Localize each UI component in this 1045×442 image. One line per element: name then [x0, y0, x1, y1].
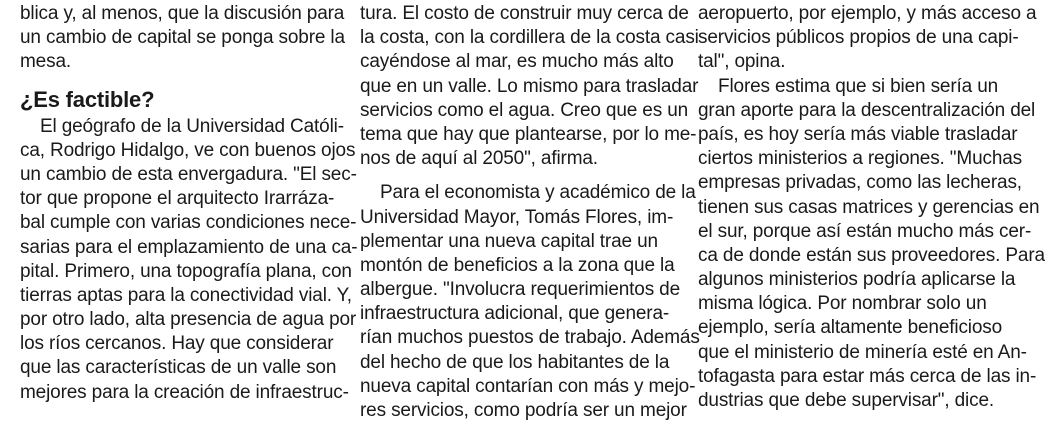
text-line: el sur, porque así están mucho más cer- [698, 220, 1032, 242]
article-column-1 [20, 2, 358, 405]
text-line: un cambio de esta envergadura. "El sec- [20, 163, 357, 185]
text-line: res servicios, como podría ser un mejor [360, 400, 687, 421]
text-line: tema que hay que plantearse, por lo me- [360, 123, 697, 145]
text-line: tura. El costo de construir muy cerca de [360, 3, 689, 24]
text-line: ejemplo, sería altamente beneficioso [698, 317, 1003, 339]
text-line: gran aporte para la descentralización del [698, 99, 1036, 121]
text-line: tofagasta para estar más cerca de las in- [698, 365, 1037, 387]
text-line: aeropuerto, por ejemplo, y más acceso a [698, 3, 1037, 24]
text-line: servicios públicos propios de una capi- [698, 27, 1019, 49]
text-line: tienen sus casas matrices y gerencias en [698, 196, 1040, 218]
section-gap [20, 75, 330, 87]
text-line: plementar una nueva capital trae un [360, 230, 658, 252]
article-column-2 [360, 2, 700, 423]
text-line: dustrias que debe supervisar", dice. [698, 390, 995, 411]
paragraph-gap [360, 171, 670, 181]
text-line: Universidad Mayor, Tomás Flores, im- [360, 206, 674, 228]
text-line: por otro lado, alta presencia de agua por [20, 309, 357, 331]
text-line: mejores para la creación de infraestruc- [20, 381, 349, 403]
text-line: la costa, con la cordillera de la costa casi [360, 27, 699, 49]
text-line: que el ministerio de minería esté en An- [698, 341, 1027, 363]
text-line: que las características de un valle son [20, 357, 337, 379]
text-line: ciertos ministerios a regiones. "Muchas [698, 148, 1023, 170]
text-line: empresas privadas, como las lecheras, [698, 172, 1022, 194]
text-line: nos de aquí al 2050", afirma. [360, 148, 598, 170]
text-line: rían muchos puestos de trabajo. Además [360, 327, 700, 349]
text-line: nueva capital contarían con más y mejo- [360, 375, 696, 397]
text-line: que en un valle. Lo mismo para trasladar [360, 75, 699, 97]
text-line: pital. Primero, una topografía plana, con [20, 260, 352, 282]
text-line: los ríos cercanos. Hay que considerar [20, 333, 334, 355]
text-line: ca de donde están sus proveedores. Para [698, 244, 1045, 266]
text-line: bal cumple con varias condiciones nece- [20, 212, 357, 234]
text-line: infraestructura adicional, que genera- [360, 303, 670, 325]
text-line: mesa. [20, 51, 71, 73]
text-line: del hecho de que los habitantes de la [360, 351, 670, 373]
text-line: país, es hoy sería más viable trasladar [698, 123, 1018, 145]
text-line: El geógrafo de la Universidad Católi- [40, 115, 344, 137]
article-column-3 [698, 2, 1045, 413]
text-line: sarias para el emplazamiento de una ca- [20, 236, 358, 258]
text-line: blica y, al menos, que la discusión para [20, 3, 345, 24]
text-line: tor que propone el arquitecto Irarráza- [20, 188, 335, 210]
text-line: servicios como el agua. Creo que es un [360, 99, 689, 121]
text-line: montón de beneficios a la zona que la [360, 254, 675, 276]
text-line: ca, Rodrigo Hidalgo, ve con buenos ojos [20, 139, 356, 161]
text-line: tierras aptas para la conectividad vial. Y, [20, 284, 352, 306]
section-heading: ¿Es factible? [20, 86, 155, 112]
text-line: cayéndose al mar, es mucho más alto [360, 51, 674, 73]
text-line: Para el economista y académico de la [380, 182, 696, 204]
text-line: Flores estima que si bien sería un [718, 75, 999, 97]
text-line: albergue. "Involucra requerimientos de [360, 279, 681, 301]
text-line: tal", opina. [698, 51, 786, 73]
text-line: un cambio de capital se ponga sobre la [20, 27, 345, 49]
text-line: misma lógica. Por nombrar solo un [698, 293, 987, 315]
text-line: algunos ministerios podría aplicarse la [698, 269, 1016, 291]
